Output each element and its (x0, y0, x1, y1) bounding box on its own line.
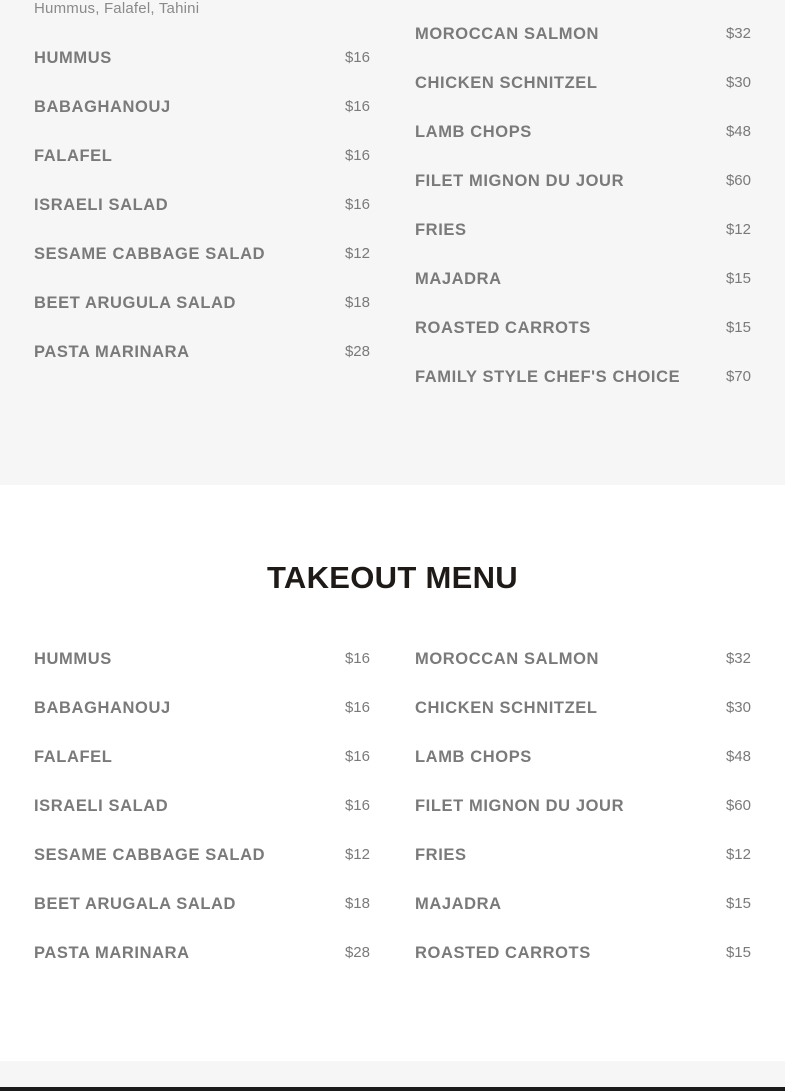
menu-item-name: HUMMUS (34, 49, 112, 67)
menu-item-price: $48 (725, 123, 751, 140)
menu-item-name: PASTA MARINARA (34, 343, 190, 361)
menu-item (415, 269, 751, 318)
menu-item (415, 845, 751, 894)
menu-item-name: BEET ARUGALA SALAD (34, 895, 237, 913)
menu-item-price: $60 (725, 172, 751, 189)
menu-item-price: $16 (344, 147, 370, 164)
menu-item-name: BABAGHANOUJ (34, 98, 171, 116)
menu-item (34, 845, 370, 894)
menu-item-price: $18 (344, 895, 370, 912)
takeout-menu-heading: TAKEOUT MENU (266, 560, 518, 595)
menu-item (34, 342, 370, 391)
menu-item (34, 97, 370, 146)
takeout-right-column (415, 649, 751, 992)
menu-item-name: PASTA MARINARA (34, 944, 190, 962)
menu-item (415, 24, 751, 73)
menu-item (34, 293, 370, 342)
menu-item (415, 649, 751, 698)
menu-item (415, 220, 751, 269)
menu-item-name: FALAFEL (34, 147, 113, 165)
menu-item-price: $16 (344, 650, 370, 667)
menu-item (34, 894, 370, 943)
menu-item-price: $16 (344, 98, 370, 115)
menu-item (415, 747, 751, 796)
menu-item-name: FILET MIGNON DU JOUR (415, 172, 625, 190)
menu-item-price: $15 (725, 270, 751, 287)
footer-band (0, 1061, 785, 1087)
menu-item-price: $16 (344, 49, 370, 66)
menu-item-price: $28 (344, 343, 370, 360)
menu-item (34, 244, 370, 293)
category-subtitle: Hummus, Falafel, Tahini (34, 0, 200, 17)
takeout-left-column (34, 649, 370, 992)
menu-item (415, 796, 751, 845)
menu-item (34, 796, 370, 845)
menu-item (34, 698, 370, 747)
menu-item-name: SESAME CABBAGE SALAD (34, 846, 266, 864)
menu-item-price: $15 (725, 944, 751, 961)
menu-item (34, 195, 370, 244)
menu-item-price: $60 (725, 797, 751, 814)
menu-item-name: LAMB CHOPS (415, 123, 532, 141)
menu-item-price: $32 (725, 25, 751, 42)
menu-item-name: FALAFEL (34, 748, 113, 766)
menu-item-price: $16 (344, 196, 370, 213)
menu-item-price: $12 (344, 846, 370, 863)
dine-in-menu-section (0, 0, 785, 485)
menu-item (415, 318, 751, 367)
menu-item-price: $30 (725, 699, 751, 716)
menu-item (415, 171, 751, 220)
menu-item (415, 122, 751, 171)
menu-item-name: MOROCCAN SALMON (415, 25, 600, 43)
menu-item-name: MOROCCAN SALMON (415, 650, 600, 668)
menu-item-name: BABAGHANOUJ (34, 699, 171, 717)
menu-item-price: $16 (344, 748, 370, 765)
menu-item-name: ISRAELI SALAD (34, 797, 169, 815)
menu-item (415, 894, 751, 943)
menu-item-name: SESAME CABBAGE SALAD (34, 245, 266, 263)
menu-item-price: $48 (725, 748, 751, 765)
menu-item-price: $12 (725, 846, 751, 863)
menu-item-name: FRIES (415, 221, 467, 239)
menu-item (34, 649, 370, 698)
menu-item-name: FRIES (415, 846, 467, 864)
menu-item-price: $12 (344, 245, 370, 262)
footer-edge (0, 1087, 785, 1091)
menu-item-price: $18 (344, 294, 370, 311)
menu-item-price: $16 (344, 797, 370, 814)
menu-item-price: $32 (725, 650, 751, 667)
menu-item-price: $70 (725, 368, 751, 385)
menu-item-price: $30 (725, 74, 751, 91)
menu-item-name: LAMB CHOPS (415, 748, 532, 766)
menu-item-price: $16 (344, 699, 370, 716)
menu-item-name: ISRAELI SALAD (34, 196, 169, 214)
menu-item (34, 943, 370, 992)
dine-in-right-column (415, 24, 751, 416)
menu-item-name: MAJADRA (415, 270, 502, 288)
menu-item-price: $15 (725, 895, 751, 912)
menu-item-price: $28 (344, 944, 370, 961)
menu-item (415, 73, 751, 122)
dine-in-left-column (34, 48, 370, 391)
menu-item-name: ROASTED CARROTS (415, 944, 591, 962)
menu-item-price: $15 (725, 319, 751, 336)
menu-item-name: FILET MIGNON DU JOUR (415, 797, 625, 815)
menu-item-name: ROASTED CARROTS (415, 319, 591, 337)
menu-item (34, 48, 370, 97)
menu-item-name: FAMILY STYLE CHEF'S CHOICE (415, 368, 681, 386)
menu-item-price: $12 (725, 221, 751, 238)
menu-item-name: MAJADRA (415, 895, 502, 913)
menu-item-name: CHICKEN SCHNITZEL (415, 699, 598, 717)
menu-item-name: CHICKEN SCHNITZEL (415, 74, 598, 92)
menu-item (415, 943, 751, 992)
menu-item (34, 747, 370, 796)
menu-item (415, 367, 751, 416)
menu-item-name: BEET ARUGULA SALAD (34, 294, 237, 312)
menu-item (415, 698, 751, 747)
menu-item (34, 146, 370, 195)
menu-item-name: HUMMUS (34, 650, 112, 668)
